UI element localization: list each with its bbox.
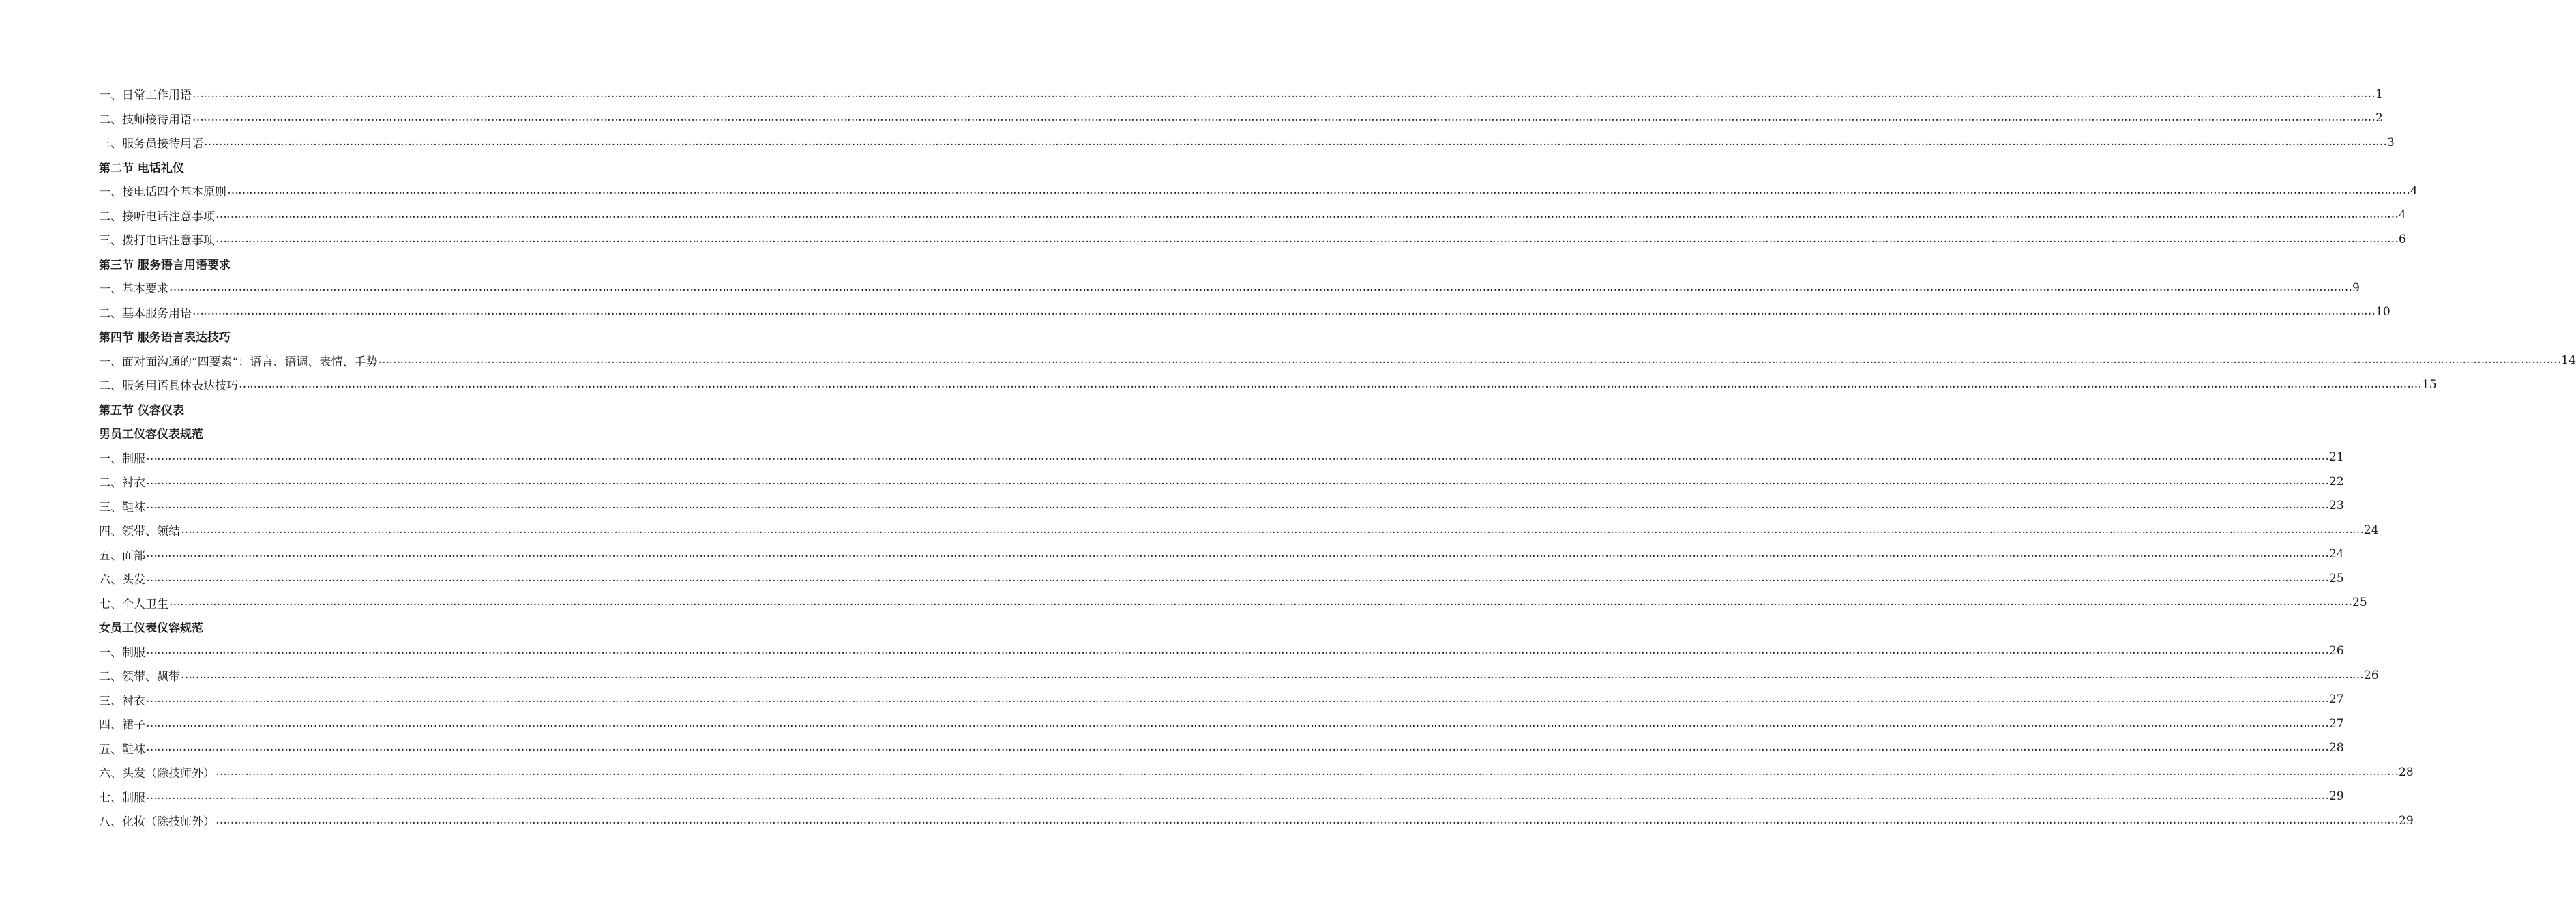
toc-section-heading	[99, 421, 550, 446]
toc-entry[interactable]	[99, 736, 2344, 761]
toc-page-number: 22	[2329, 474, 2344, 489]
toc-page-number: 4	[2399, 208, 2406, 222]
toc-section-heading	[99, 155, 550, 179]
toc-page-number: 14	[2561, 353, 2576, 368]
toc-section-heading	[99, 324, 550, 349]
toc-entry[interactable]	[99, 106, 2383, 131]
toc-page-number: 3	[2387, 135, 2395, 149]
toc-section-heading	[99, 397, 550, 422]
toc-page-number: 25	[2352, 596, 2367, 610]
dot-leader: ……………………………………………………………………………………………………………………………………………………………………………………………………………………………………………………………………………………………………………………………………………………………………………………………………………………………………………………………………………………………………………………………………………………	[216, 813, 2398, 827]
toc-entry[interactable]	[99, 203, 2406, 228]
toc-entry-label: 二、衬衣	[99, 476, 145, 491]
toc-entry[interactable]	[99, 276, 2360, 300]
toc-entry-label: 三、衬衣	[99, 694, 145, 708]
dot-leader: ……………………………………………………………………………………………………………………………………………………………………………………………………………………………………………………………………………………………………………………………………………………………………………………………………………………………………………………………………………………………………………………………………………………	[146, 789, 2328, 803]
toc-entry[interactable]	[99, 179, 2418, 203]
table-of-contents	[99, 82, 2576, 833]
toc-page-number: 27	[2329, 716, 2344, 731]
toc-heading-label: 第五节 仪容仪表	[99, 403, 184, 418]
toc-entry-label: 三、服务员接待用语	[99, 137, 203, 151]
toc-page-number: 27	[2329, 693, 2344, 707]
dot-leader: ……………………………………………………………………………………………………………………………………………………………………………………………………………………………………………………………………………………………………………………………………………………………………………………………………………………………………………………………………………………………………………………………………………………	[146, 450, 2328, 464]
toc-entry-label: 二、基本服务用语	[99, 306, 192, 321]
toc-entry-label: 五、面部	[99, 549, 145, 563]
toc-entry-label: 二、服务用语具体表达技巧	[99, 379, 238, 394]
toc-entry[interactable]	[99, 566, 2344, 591]
toc-page-number: 2	[2375, 111, 2383, 126]
toc-entry[interactable]	[99, 446, 2344, 470]
dot-leader: ……………………………………………………………………………………………………………………………………………………………………………………………………………………………………………………………………………………………………………………………………………………………………………………………………………………………………………………………………………………………………………………………………………………	[204, 134, 2386, 149]
dot-leader: ……………………………………………………………………………………………………………………………………………………………………………………………………………………………………………………………………………………………………………………………………………………………………………………………………………………………………………………………………………………………………………………………………………………	[146, 498, 2328, 512]
toc-entry[interactable]	[99, 663, 2379, 688]
toc-page-number: 23	[2329, 499, 2344, 513]
toc-entry[interactable]	[99, 809, 2414, 833]
toc-entry-label: 二、技师接待用语	[99, 113, 192, 127]
toc-entry-label: 一、日常工作用语	[99, 89, 192, 103]
dot-leader: ……………………………………………………………………………………………………………………………………………………………………………………………………………………………………………………………………………………………………………………………………………………………………………………………………………………………………………………………………………………………………………………………………………………	[216, 231, 2398, 246]
toc-section-heading	[99, 615, 550, 639]
toc-page-number: 29	[2399, 813, 2414, 828]
toc-page-number: 29	[2329, 789, 2344, 804]
dot-leader: ……………………………………………………………………………………………………………………………………………………………………………………………………………………………………………………………………………………………………………………………………………………………………………………………………………………………………………………………………………………………………………………………………………………	[146, 692, 2328, 706]
toc-entry[interactable]	[99, 130, 2395, 155]
toc-entry-label: 一、面对面沟通的“四要素”：语言、语调、表情、手势	[99, 355, 378, 369]
toc-heading-label: 第二节 电话礼仪	[99, 161, 184, 175]
toc-page-number: 24	[2329, 547, 2344, 562]
dot-leader: ……………………………………………………………………………………………………………………………………………………………………………………………………………………………………………………………………………………………………………………………………………………………………………………………………………………………………………………………………………………………………………………………………………………	[146, 740, 2328, 755]
toc-entry-label: 四、领带、领结	[99, 525, 180, 539]
dot-leader: ……………………………………………………………………………………………………………………………………………………………………………………………………………………………………………………………………………………………………………………………………………………………………………………………………………………………………………………………………………………………………………………………………………………	[169, 280, 2352, 294]
toc-entry-label: 七、制服	[99, 791, 145, 805]
toc-entry[interactable]	[99, 760, 2414, 785]
toc-entry-label: 一、制服	[99, 452, 145, 466]
toc-entry[interactable]	[99, 518, 2379, 542]
toc-entry-label: 三、鞋袜	[99, 500, 145, 514]
toc-page-number: 25	[2329, 571, 2344, 585]
toc-page-number: 21	[2329, 450, 2344, 465]
dot-leader: ……………………………………………………………………………………………………………………………………………………………………………………………………………………………………………………………………………………………………………………………………………………………………………………………………………………………………………………………………………………………………………………………………………………	[216, 207, 2398, 222]
toc-entry[interactable]	[99, 349, 2576, 373]
dot-leader: ……………………………………………………………………………………………………………………………………………………………………………………………………………………………………………………………………………………………………………………………………………………………………………………………………………………………………………………………………………………………………………………………………………………	[378, 353, 2561, 367]
toc-entry-label: 三、拨打电话注意事项	[99, 234, 215, 248]
dot-leader: ……………………………………………………………………………………………………………………………………………………………………………………………………………………………………………………………………………………………………………………………………………………………………………………………………………………………………………………………………………………………………………………………………………………	[192, 304, 2375, 319]
toc-entry[interactable]	[99, 494, 2344, 519]
toc-entry[interactable]	[99, 82, 2383, 106]
toc-entry[interactable]	[99, 785, 2344, 809]
toc-page-number: 1	[2375, 87, 2383, 101]
dot-leader: ……………………………………………………………………………………………………………………………………………………………………………………………………………………………………………………………………………………………………………………………………………………………………………………………………………………………………………………………………………………………………………………………………………………	[146, 643, 2328, 658]
dot-leader: ……………………………………………………………………………………………………………………………………………………………………………………………………………………………………………………………………………………………………………………………………………………………………………………………………………………………………………………………………………………………………………………………………………………	[192, 86, 2375, 100]
dot-leader: ……………………………………………………………………………………………………………………………………………………………………………………………………………………………………………………………………………………………………………………………………………………………………………………………………………………………………………………………………………………………………………………………………………………	[227, 183, 2410, 197]
toc-heading-label: 第三节 服务语言用语要求	[99, 258, 231, 272]
toc-entry[interactable]	[99, 227, 2406, 252]
toc-heading-label: 男员工仪容仪表规范	[99, 428, 203, 442]
toc-entry-label: 四、裙子	[99, 718, 145, 733]
toc-entry[interactable]	[99, 300, 2390, 325]
toc-entry-label: 六、头发（除技师外）	[99, 767, 215, 781]
dot-leader: ……………………………………………………………………………………………………………………………………………………………………………………………………………………………………………………………………………………………………………………………………………………………………………………………………………………………………………………………………………………………………………………………………………………	[239, 377, 2421, 391]
toc-entry-label: 二、领带、飘带	[99, 670, 180, 684]
dot-leader: ……………………………………………………………………………………………………………………………………………………………………………………………………………………………………………………………………………………………………………………………………………………………………………………………………………………………………………………………………………………………………………………………………………………	[146, 716, 2328, 730]
toc-entry-label: 八、化妆（除技师外）	[99, 815, 215, 830]
toc-page-number: 9	[2352, 280, 2360, 295]
toc-entry-label: 七、个人卫生	[99, 597, 168, 611]
dot-leader: ……………………………………………………………………………………………………………………………………………………………………………………………………………………………………………………………………………………………………………………………………………………………………………………………………………………………………………………………………………………………………………………………………………………	[181, 522, 2363, 536]
toc-page-number: 26	[2329, 644, 2344, 658]
dot-leader: ……………………………………………………………………………………………………………………………………………………………………………………………………………………………………………………………………………………………………………………………………………………………………………………………………………………………………………………………………………………………………………………………………………………	[216, 764, 2398, 778]
dot-leader: ……………………………………………………………………………………………………………………………………………………………………………………………………………………………………………………………………………………………………………………………………………………………………………………………………………………………………………………………………………………………………………………………………………………	[146, 547, 2328, 561]
toc-page-number: 28	[2399, 765, 2414, 779]
toc-page-number: 10	[2375, 305, 2390, 319]
toc-entry[interactable]	[99, 591, 2367, 615]
toc-entry[interactable]	[99, 639, 2344, 664]
dot-leader: ……………………………………………………………………………………………………………………………………………………………………………………………………………………………………………………………………………………………………………………………………………………………………………………………………………………………………………………………………………………………………………………………………………………	[169, 595, 2352, 609]
toc-entry[interactable]	[99, 469, 2344, 494]
toc-entry-label: 一、基本要求	[99, 282, 168, 297]
dot-leader: ……………………………………………………………………………………………………………………………………………………………………………………………………………………………………………………………………………………………………………………………………………………………………………………………………………………………………………………………………………………………………………………………………………………	[146, 570, 2328, 585]
toc-page-number: 4	[2410, 184, 2418, 198]
toc-entry-label: 五、鞋袜	[99, 742, 145, 757]
toc-entry-label: 二、接听电话注意事项	[99, 209, 215, 224]
toc-entry[interactable]	[99, 688, 2344, 712]
toc-heading-label: 女员工仪表仪容规范	[99, 622, 203, 636]
toc-page-number: 26	[2364, 668, 2379, 682]
dot-leader: ……………………………………………………………………………………………………………………………………………………………………………………………………………………………………………………………………………………………………………………………………………………………………………………………………………………………………………………………………………………………………………………………………………………	[146, 474, 2328, 488]
toc-heading-label: 第四节 服务语言表达技巧	[99, 331, 231, 345]
toc-entry[interactable]	[99, 542, 2344, 567]
toc-page-number: 6	[2399, 232, 2406, 246]
toc-entry-label: 一、接电话四个基本原则	[99, 186, 226, 200]
dot-leader: ……………………………………………………………………………………………………………………………………………………………………………………………………………………………………………………………………………………………………………………………………………………………………………………………………………………………………………………………………………………………………………………………………………………	[181, 667, 2363, 682]
dot-leader: ……………………………………………………………………………………………………………………………………………………………………………………………………………………………………………………………………………………………………………………………………………………………………………………………………………………………………………………………………………………………………………………………………………………	[192, 111, 2375, 125]
toc-page-number: 28	[2329, 741, 2344, 755]
toc-entry-label: 六、头发	[99, 573, 145, 587]
toc-entry-label: 一、制服	[99, 645, 145, 660]
toc-entry[interactable]	[99, 373, 2437, 397]
toc-section-heading	[99, 252, 550, 276]
toc-entry[interactable]	[99, 712, 2344, 736]
toc-page-number: 15	[2422, 377, 2437, 392]
toc-page-number: 24	[2364, 523, 2379, 537]
